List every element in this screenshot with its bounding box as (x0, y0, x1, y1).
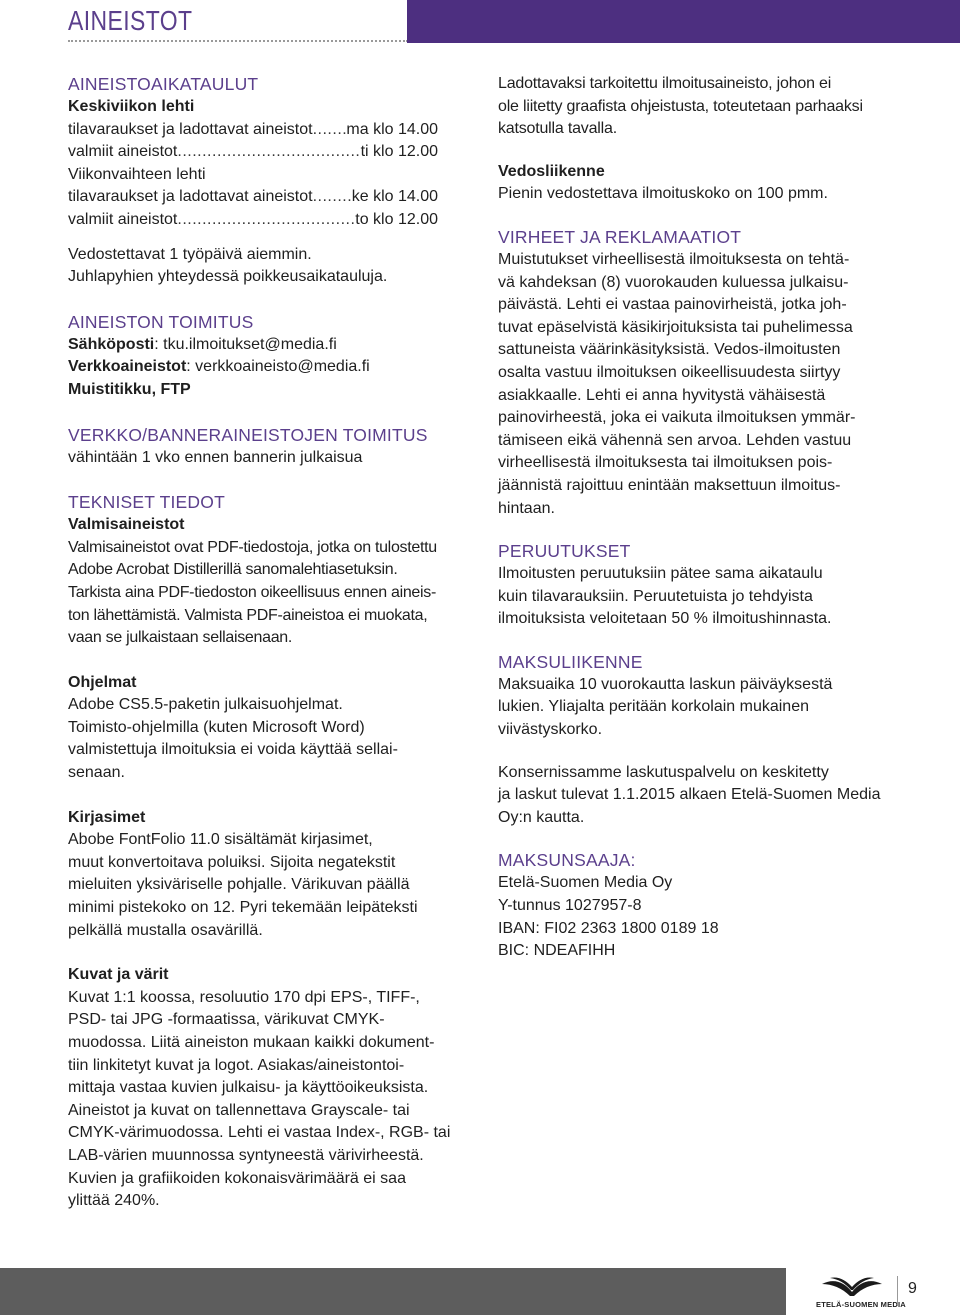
delivery-heading: AINEISTON TOIMITUS (68, 311, 254, 332)
proof-title: Vedosliikenne (498, 162, 605, 180)
payee-heading: MAKSUNSAAJA: (498, 850, 636, 871)
email-label: Sähköposti (68, 335, 155, 353)
proof-note: Vedostettavat 1 työpäivä aiemmin. (68, 245, 312, 263)
page-footer (0, 1268, 960, 1315)
logo-text: ETELÄ-SUOMEN MEDIA (816, 1300, 906, 1309)
schedule-time: to klo 12.00 (355, 210, 438, 228)
ready-title: Valmisaineistot (68, 516, 185, 534)
weekday-paper-title: Keskiviikon lehti (68, 98, 195, 115)
header-accent-bar (407, 0, 960, 43)
dot-leader (177, 141, 360, 164)
page-number: 9 (908, 1280, 917, 1297)
invoicing-text: Konsernissamme laskutuspalvelu on keskitetty ja laskut tulevat 1.1.2015 alkaen Etelä-Suomen Media Oy:n kautta. (498, 763, 881, 826)
errors-text: Muistutukset virheellisestä ilmoituksesta on tehtä- vä kahdeksan (8) vuorokauden kuluessa julkaisu- päivästä. Lehti ei vastaa painovirheistä, jotka joh- tuvat epäselvistä käsikirjoituksista tai puhelimessa sattuneista väärinkäsityksistä. Vedos-ilmoitusten osalta vastuu ilmoituksen oikeellisuudesta siirtyy asiakkaalle. Lehti ei anna hyvitystä vähäisestä painovirheestä, joka ei vaikuta ilmoituksen ymmär- tämiseen eikä vähennä sen arvoa. Lehden vastuu virheellisestä ilmoituksesta tai ilmoituksen pois- jäännistä rajoittuu enintään maksettuun ilmoitus- hintaan. (498, 250, 856, 517)
ready-text: Valmisaineistot ovat PDF-tiedostoja, jotka on tulostettu Adobe Acrobat Distillerillä sanomalehtiasetuksin. Tarkista aina PDF-tiedoston oikeellisuus ennen aineis- ton lähettämistä. Valmista PDF-aineistoa ei muokata, vaan se julkaistaan sellaisenaan. (68, 538, 437, 647)
footer-grey-bar (0, 1268, 786, 1315)
cancellations-text: Ilmoitusten peruutuksiin pätee sama aikataulu kuin tilavarauksiin. Peruutetuista jo tehdyista ilmoituksista veloitetaan 50 % ilmoitushinnasta. (498, 565, 832, 628)
images-title: Kuvat ja värit (68, 966, 169, 984)
programs-title: Ohjelmat (68, 673, 137, 691)
title-dotted-rule (68, 40, 408, 42)
schedules-heading: AINEISTOAIKATAULUT (68, 74, 259, 94)
bird-logo-icon (816, 1272, 888, 1300)
intro-text: Ladottavaksi tarkoitettu ilmoitusaineisto, johon ei ole liitetty graafista ohjeistusta, toteutetaan parhaaksi katsotulla tavalla. (498, 75, 863, 138)
web-line (68, 356, 468, 379)
payment-heading: MAKSULIIKENNE (498, 651, 643, 672)
right-column (498, 73, 898, 963)
holiday-note: Juhlapyhien yhteydessä poikkeusaikatauluja. (68, 268, 388, 286)
images-text: Kuvat 1:1 koossa, resoluutio 170 dpi EPS-, TIFF-, PSD- tai JPG -formaatissa, värikuvat CMYK- muodossa. Liitä aineiston mukaan kaikki dokument- tiin linkitetyt kuvat ja logot. Asiakas/aineistontoi- mittaja vastaa kuvien julkaisu- ja käyttöoikeuksista. Aineistot ja kuvat on tallennettava Grayscale- tai CMYK-värimuodossa. Lehti ei vastaa Index-, RGB- tai LAB-värien muunnossa syntyneestä värivirheestä. Kuvien ja grafiikoiden kokonaisvärimäärä ei saa ylittää 240%. (68, 988, 451, 1210)
schedule-row (68, 186, 438, 209)
other-delivery: Muistitikku, FTP (68, 380, 191, 398)
dot-leader (177, 209, 355, 232)
payee-text: Etelä-Suomen Media Oy Y-tunnus 1027957-8 IBAN: FI02 2363 1800 0189 18 BIC: NDEAFIHH (498, 874, 719, 960)
schedule-label: tilavaraukset ja ladottavat aineistot (68, 188, 313, 206)
fonts-title: Kirjasimet (68, 808, 146, 826)
left-column (68, 73, 468, 1213)
dot-leader (313, 186, 352, 209)
email-address: : tku.ilmoitukset@media.fi (154, 335, 337, 353)
publisher-logo (816, 1272, 906, 1312)
schedule-label: valmiit aineistot (68, 143, 178, 161)
schedule-label: valmiit aineistot (68, 210, 178, 228)
proof-text: Pienin vedostettava ilmoituskoko on 100 pmm. (498, 185, 828, 203)
schedule-label: tilavaraukset ja ladottavat aineistot (68, 120, 313, 138)
schedule-time: ma klo 14.00 (346, 120, 438, 138)
dot-leader (313, 119, 347, 142)
schedule-row (68, 119, 438, 142)
payment-text: Maksuaika 10 vuorokautta laskun päiväyksestä lukien. Yliajalta peritään korkolain mukainen viivästyskorko. (498, 675, 833, 739)
schedule-time: ti klo 12.00 (360, 143, 438, 161)
banner-heading: VERKKO/BANNERAINEISTOJEN TOIMITUS (68, 424, 428, 445)
web-label: Verkkoaineistot (68, 358, 187, 376)
fonts-text: Abobe FontFolio 11.0 sisältämät kirjasimet, muut konvertoitava poluiksi. Sijoita negatekstit mieluiten yksiväriselle pohjalle. Värikuvan päällä minimi pistekoko on 12. Pyri tekemään leipäteksti pelkällä mustalla osavärillä. (68, 831, 418, 939)
schedule-row (68, 141, 438, 164)
banner-text: vähintään 1 vko ennen bannerin julkaisua (68, 448, 363, 466)
page-header (0, 0, 960, 46)
programs-text: Adobe CS5.5-paketin julkaisuohjelmat. Toimisto-ohjelmilla (kuten Microsoft Word) valmistettuja ilmoituksia ei voida käyttää sellai- senaan. (68, 696, 398, 782)
errors-heading: VIRHEET JA REKLAMAATIOT (498, 226, 742, 247)
weekend-paper-title: Viikonvaihteen lehti (68, 165, 206, 183)
cancellations-heading: PERUUTUKSET (498, 541, 631, 562)
email-line (68, 334, 468, 357)
tech-heading: TEKNISET TIEDOT (68, 492, 225, 513)
web-address: : verkkoaineisto@media.fi (186, 358, 370, 376)
page-title: AINEISTOT (68, 5, 193, 36)
footer-separator (897, 1276, 898, 1306)
schedule-time: ke klo 14.00 (351, 188, 438, 206)
schedule-row (68, 209, 438, 232)
